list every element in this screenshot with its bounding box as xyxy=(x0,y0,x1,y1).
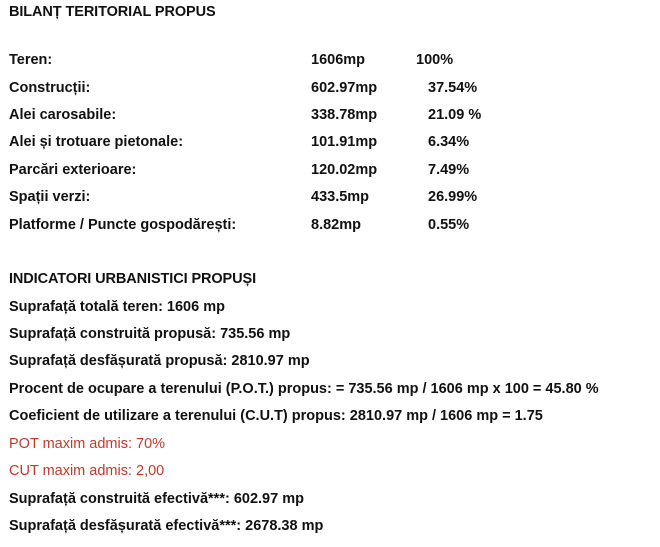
bilant-row-parcari xyxy=(0,162,660,182)
row-area: 101.91mp xyxy=(311,134,378,150)
bilant-row-spatii-verzi xyxy=(0,189,660,209)
bilant-row-platforme xyxy=(0,217,660,237)
row-label: Teren: xyxy=(9,52,53,68)
row-percent: 7.49% xyxy=(428,162,470,178)
suprafata-totala: Suprafață totală teren: 1606 mp xyxy=(9,299,225,315)
cut-propus: Coeficient de utilizare a terenului (C.U.T) propus: 2810.97 mp / 1606 mp = 1.75 xyxy=(9,408,543,424)
bilant-heading: BILANȚ TERITORIAL PROPUS xyxy=(9,4,216,20)
row-label: Platforme / Puncte gospodărești: xyxy=(9,217,237,233)
row-area: 120.02mp xyxy=(311,162,378,178)
row-percent: 0.55% xyxy=(428,217,470,233)
bilant-row-alei-carosabile xyxy=(0,107,660,127)
indicatori-heading: INDICATORI URBANISTICI PROPUȘI xyxy=(9,271,257,287)
row-label: Construcții: xyxy=(9,80,91,96)
row-percent: 37.54% xyxy=(428,80,478,96)
cut-maxim-admis: CUT maxim admis: 2,00 xyxy=(9,463,165,479)
suprafata-desfasurata-propusa: Suprafață desfășurată propusă: 2810.97 mp xyxy=(9,353,310,369)
row-percent: 6.34% xyxy=(428,134,470,150)
row-area: 1606mp xyxy=(311,52,366,68)
suprafata-construita-efectiva: Suprafață construită efectivă***: 602.97 mp xyxy=(9,491,304,507)
row-label: Alei carosabile: xyxy=(9,107,117,123)
row-percent: 26.99% xyxy=(428,189,478,205)
bilant-row-constructii xyxy=(0,80,660,100)
row-label: Spații verzi: xyxy=(9,189,91,205)
pot-maxim-admis: POT maxim admis: 70% xyxy=(9,436,166,452)
bilant-row-alei-pietonale xyxy=(0,134,660,154)
suprafata-desfasurata-efectiva: Suprafață desfășurată efectivă***: 2678.38 mp xyxy=(9,518,324,534)
suprafata-construita-propusa: Suprafață construită propusă: 735.56 mp xyxy=(9,326,291,342)
pot-propus: Procent de ocupare a terenului (P.O.T.) propus: = 735.56 mp / 1606 mp x 100 = 45.80 % xyxy=(9,381,599,397)
row-area: 433.5mp xyxy=(311,189,370,205)
row-percent: 21.09 % xyxy=(428,107,482,123)
row-area: 338.78mp xyxy=(311,107,378,123)
row-area: 8.82mp xyxy=(311,217,361,233)
row-label: Alei și trotuare pietonale: xyxy=(9,134,184,150)
row-percent: 100% xyxy=(416,52,454,68)
row-area: 602.97mp xyxy=(311,80,378,96)
bilant-row-teren xyxy=(0,52,660,72)
row-label: Parcări exterioare: xyxy=(9,162,137,178)
